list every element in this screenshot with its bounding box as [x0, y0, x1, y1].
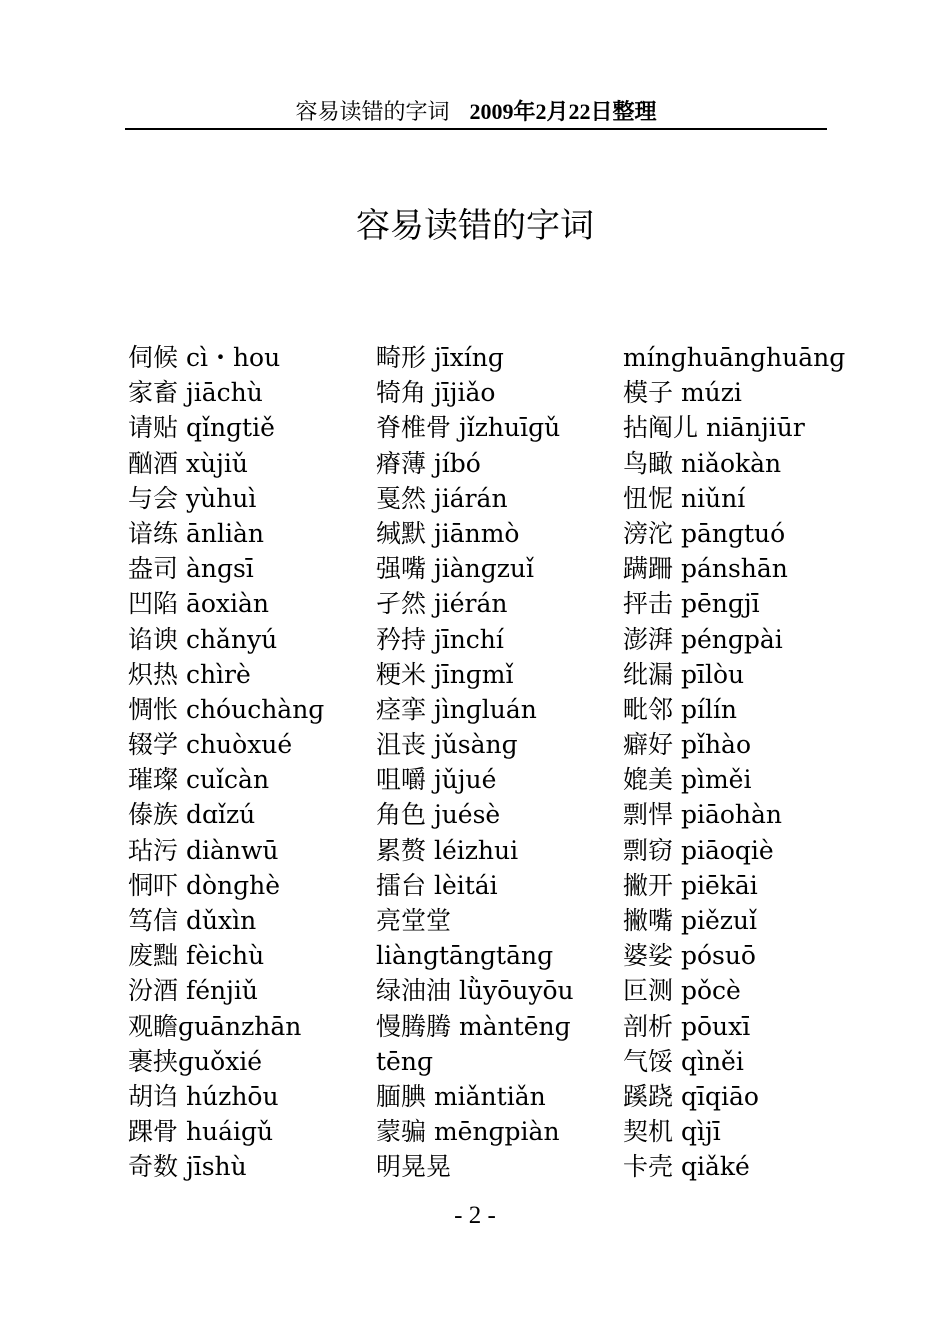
word-entry: 蹒跚 pánshān	[623, 554, 788, 584]
word-entry: 叵测 pǒcè	[623, 976, 741, 1006]
word-entry: 废黜 fèichù	[128, 941, 265, 971]
word-entry: 戛然 jiárán	[376, 483, 508, 513]
word-entry: 璀璨 cuǐcàn	[128, 765, 270, 795]
word-entry: 伺候 cì・hou	[128, 343, 281, 372]
word-entry: 剽悍 piāohàn	[623, 800, 783, 830]
word-entry: 忸怩 niǔní	[623, 483, 746, 513]
word-entry: 蹊跷 qīqiāo	[623, 1081, 759, 1111]
word-column-1	[128, 340, 358, 1185]
word-entry: 请贴 qǐnɡtiě	[128, 413, 275, 443]
header-date: 2009年2月22日整理	[469, 99, 657, 124]
header-rule	[125, 128, 827, 130]
word-entry: 奇数 jīshù	[128, 1152, 247, 1182]
word-entry: 犄角 jījiǎo	[376, 378, 496, 408]
word-entry: 亮堂堂	[376, 906, 452, 935]
word-entry: 傣族 dɑǐzú	[128, 800, 256, 830]
word-entry: 蒙骗 mēnɡpiàn	[376, 1117, 560, 1147]
word-entry: 擂台 lèitái	[376, 870, 498, 900]
word-entry: 汾酒 fénjiǔ	[128, 976, 258, 1006]
word-entry: 沮丧 jǔsànɡ	[376, 730, 518, 760]
word-entry: 强嘴 jiànɡzuǐ	[376, 554, 534, 584]
word-entry: 踝骨 huáiɡǔ	[128, 1117, 274, 1147]
word-entry: 辍学 chuòxué	[128, 730, 293, 760]
word-entry: 孑然 jiérán	[376, 589, 508, 619]
word-entry: 拈阄儿 niānjiūr	[623, 413, 805, 443]
word-entry: 媲美 pìměi	[623, 765, 752, 795]
word-entry: 惆怅 chóuchànɡ	[128, 694, 325, 724]
word-entry: 玷污 diànwū	[128, 835, 279, 865]
word-entry: 与会 yùhuì	[128, 483, 257, 513]
word-entry: 笃信 dǔxìn	[128, 906, 257, 935]
running-header	[125, 96, 827, 128]
word-entry: 缄默 jiānmò	[376, 518, 520, 548]
word-entry: 胡诌 húzhōu	[128, 1081, 279, 1111]
word-entry: 毗邻 pílín	[623, 694, 738, 724]
word-entry: 咀嚼 jǔjué	[376, 765, 497, 795]
word-entry: 滂沱 pānɡtuó	[623, 518, 786, 548]
word-entry: 凹陷 āoxiàn	[128, 589, 270, 619]
word-entry: 鸟瞰 niǎokàn	[623, 448, 782, 478]
word-entry: 撇开 piēkāi	[623, 870, 758, 900]
word-entry: 痉挛 jìnɡluán	[376, 694, 537, 724]
word-entry: 酗酒 xùjiǔ	[128, 448, 248, 478]
word-entry: 澎湃 pénɡpài	[623, 624, 783, 654]
header-title: 容易读错的字词	[295, 100, 450, 125]
word-entry: 裹挟ɡuǒxié	[128, 1046, 263, 1076]
word-column-3	[623, 340, 863, 1185]
word-entry: 角色 juésè	[376, 800, 501, 830]
word-entry: 剖析 pōuxī	[623, 1011, 751, 1041]
word-entry: 剽窃 piāoqiè	[623, 835, 774, 865]
word-entry: 纰漏 pīlòu	[623, 659, 745, 689]
word-entry: 明晃晃	[376, 1152, 452, 1182]
word-entry: 粳米 jīnɡmǐ	[376, 659, 514, 689]
word-entry: 婆娑 pósuō	[623, 941, 756, 971]
word-entry: 矜持 jīnchí	[376, 624, 504, 654]
word-entry: 累赘 léizhui	[376, 835, 519, 865]
word-entry: 气馁 qìněi	[623, 1046, 744, 1076]
word-column-2	[376, 340, 616, 1185]
word-entry: 癖好 pǐhào	[623, 730, 752, 760]
word-entry: mínɡhuānɡhuānɡ	[623, 343, 846, 372]
word-entry: 谄谀 chǎnyú	[128, 624, 278, 654]
word-entry: 观瞻ɡuānzhān	[128, 1011, 302, 1041]
word-entry: 盎司 ànɡsī	[128, 554, 254, 584]
word-entry: 恫吓 dònɡhè	[128, 870, 281, 900]
word-entry: 炽热 chìrè	[128, 659, 251, 689]
word-entry: 卡壳 qiǎké	[623, 1152, 750, 1182]
word-entry: 撇嘴 piězuǐ	[623, 906, 758, 935]
word-entry: 腼腆 miǎntiǎn	[376, 1081, 546, 1111]
word-entry: 家畜 jiāchù	[128, 378, 263, 408]
word-entry: 脊椎骨 jǐzhuīɡǔ	[376, 413, 561, 443]
word-entry: 瘠薄 jíbó	[376, 448, 481, 478]
word-entry: 慢腾腾 màntēnɡ	[376, 1011, 571, 1041]
word-entry: 抨击 pēnɡjī	[623, 589, 760, 619]
word-entry: 畸形 jīxínɡ	[376, 343, 504, 372]
word-entry: 模子 múzi	[623, 378, 742, 408]
page-title: 容易读错的字词	[356, 206, 594, 246]
word-entry: 谙练 ānliàn	[128, 518, 264, 548]
word-entry: 绿油油 lǜyōuyōu	[376, 976, 574, 1006]
word-entry: tēnɡ	[376, 1046, 433, 1076]
page-number: - 2 -	[454, 1202, 496, 1229]
word-entry: liànɡtānɡtānɡ	[376, 941, 554, 971]
word-entry: 契机 qìjī	[623, 1117, 721, 1147]
